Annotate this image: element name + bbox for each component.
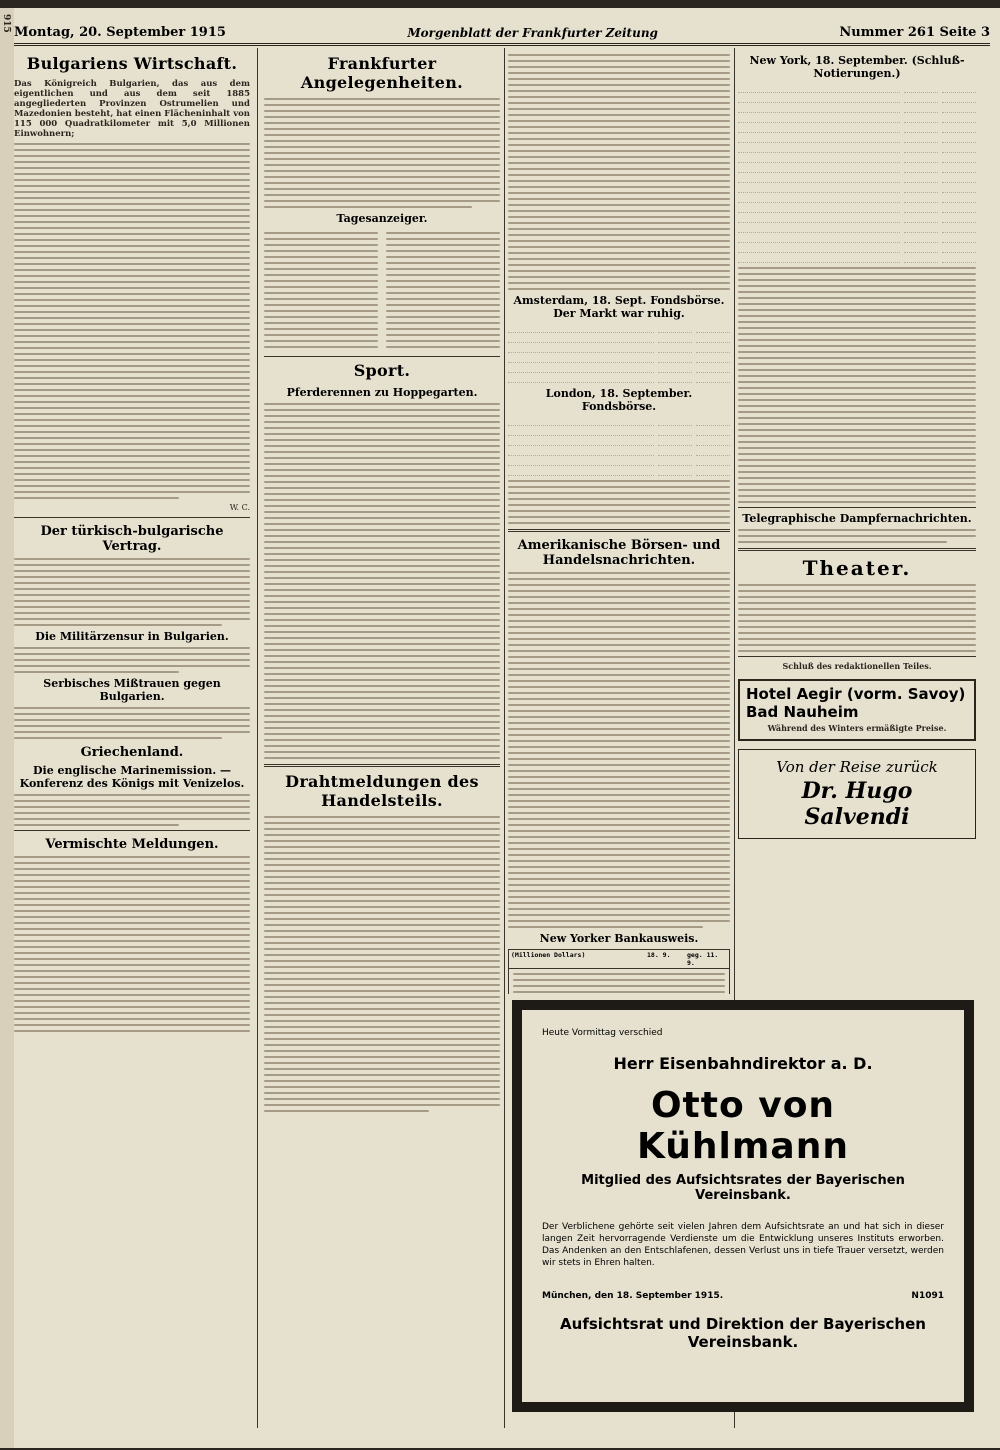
article-body-lines (14, 143, 250, 499)
article-body-lines (14, 707, 250, 739)
heading-tagesanzeiger: Tagesanzeiger. (336, 212, 428, 225)
adjacent-page-edge (0, 8, 15, 1448)
hotel-winter-prices: Während des Winters ermäßigte Preise. (767, 723, 947, 733)
article-body-lines (508, 54, 730, 290)
masthead-date: Montag, 20. September 1915 (14, 25, 226, 40)
bank-table-header-previous: geg. 11. 9. (687, 951, 719, 967)
salvendi-line-1: Von der Reise zurück (776, 758, 938, 776)
salvendi-line-2: Dr. Hugo Salvendi (801, 778, 913, 830)
obituary-role: Herr Eisenbahndirektor a. D. (613, 1054, 873, 1073)
hotel-advertisement (738, 679, 976, 741)
end-editorial-notice: Schluß des redaktionellen Teiles. (782, 661, 932, 671)
obituary-place-date-row (542, 1291, 944, 1301)
heading-drahtmeldungen: Drahtmeldungen des Handelsteils. (285, 772, 479, 810)
heading-vermischte-meldungen: Vermischte Meldungen. (45, 837, 219, 852)
bank-table-header-unit: (Millionen Dollars) (511, 951, 586, 959)
heading-griechenland: Griechenland. (80, 745, 184, 760)
article-body-lines (14, 647, 250, 673)
column-rule (504, 48, 505, 1428)
article-lead: Das Königreich Bulgarien, das aus dem eigentlichen und aus dem seit 1885 angegliederten Provinzen Ostrumelien und Mazedonien besteht, hat einen Flächeninhalt von 115 000 Quadratkilometer mit 5,0 Millionen Einwohnern; (14, 79, 250, 139)
obituary-signature: Aufsichtsrat und Direktion der Bayerischen Vereinsbank. (560, 1315, 926, 1351)
hotel-name: Hotel Aegir (vorm. Savoy) Bad Nauheim (746, 685, 966, 721)
obituary-membership: Mitglied des Aufsichtsrates der Bayerischen Vereinsbank. (581, 1173, 905, 1203)
article-body-lines (738, 529, 976, 543)
article-body-lines (508, 572, 730, 928)
london-quote-table (508, 416, 730, 476)
obituary-intro: Heute Vormittag verschied (542, 1028, 663, 1038)
column-rule (257, 48, 258, 1428)
article-signature: W. C. (229, 503, 250, 512)
heading-amerikanische-boersen: Amerikanische Börsen- und Handelsnachrichten. (517, 538, 721, 568)
article-body-lines (508, 480, 730, 524)
heading-marinemission: Die englische Marinemission. — Konferenz des Königs mit Venizelos. (19, 764, 245, 790)
heading-theater: Theater. (802, 556, 912, 580)
article-body-lines (14, 794, 250, 826)
obituary-ad-number: N1091 (911, 1291, 944, 1301)
subheading-london: London, 18. September. Fondsbörse. (545, 387, 693, 413)
column-4 (738, 50, 976, 994)
article-body-lines (14, 558, 250, 626)
article-body-lines (264, 403, 500, 759)
obituary-body: Der Verblichene gehörte seit vielen Jahren dem Aufsichtsrate an und hat sich in dieser langen Zeit hervorragende Verdienste um die Entwicklung unseres Instituts erworben. Das Andenken an den Entschlafenen, dessen Verlust uns in tiefe Trauer versetzt, werden wir stets in Ehren halten. (542, 1222, 944, 1268)
obituary-name: Otto von Kühlmann (637, 1085, 849, 1167)
amsterdam-quote-table (508, 323, 730, 383)
article-body-lines (264, 816, 500, 1112)
tagesanzeiger-listing (264, 228, 500, 352)
heading-sport: Sport. (353, 361, 411, 380)
article-body-lines (738, 267, 976, 503)
heading-vertrag: Der türkisch-bulgarische Vertrag. (40, 524, 224, 554)
heading-newyork-schluss: New York, 18. September. (Schluß-Notierungen.) (749, 54, 965, 80)
article-body-lines (264, 98, 500, 208)
column-2 (264, 50, 500, 1116)
subheading-amsterdam: Amsterdam, 18. Sept. Fondsbörse. Der Markt war ruhig. (513, 294, 725, 320)
subheading-pferderennen: Pferderennen zu Hoppegarten. (286, 386, 478, 399)
adjacent-page-number: 915 (1, 14, 11, 33)
theater-listing (738, 584, 976, 652)
masthead (14, 10, 990, 46)
column-1 (14, 50, 250, 1036)
heading-bulgariens-wirtschaft: Bulgariens Wirtschaft. (26, 54, 238, 73)
heading-serbisch: Serbisches Mißtrauen gegen Bulgarien. (43, 677, 221, 703)
newyork-quote-table (738, 83, 976, 263)
obituary-place-date: München, den 18. September 1915. (542, 1291, 724, 1301)
heading-frankfurter-angelegenheiten: Frankfurter Angelegenheiten. (300, 54, 464, 92)
heading-dampfernachrichten: Telegraphische Dampfernachrichten. (742, 512, 972, 525)
column-3 (508, 50, 730, 994)
masthead-page-number: Nummer 261 Seite 3 (839, 25, 990, 40)
article-body-lines (14, 856, 250, 1032)
obituary-notice (512, 1000, 974, 1412)
salvendi-advertisement (738, 749, 976, 839)
bank-table-header-current: 18. 9. (647, 951, 671, 959)
bankausweis-table (508, 949, 730, 994)
heading-militaerzensur: Die Militärzensur in Bulgarien. (35, 630, 229, 643)
heading-bankausweis: New Yorker Bankausweis. (539, 932, 699, 945)
masthead-title: Morgenblatt der Frankfurter Zeitung (407, 26, 658, 40)
